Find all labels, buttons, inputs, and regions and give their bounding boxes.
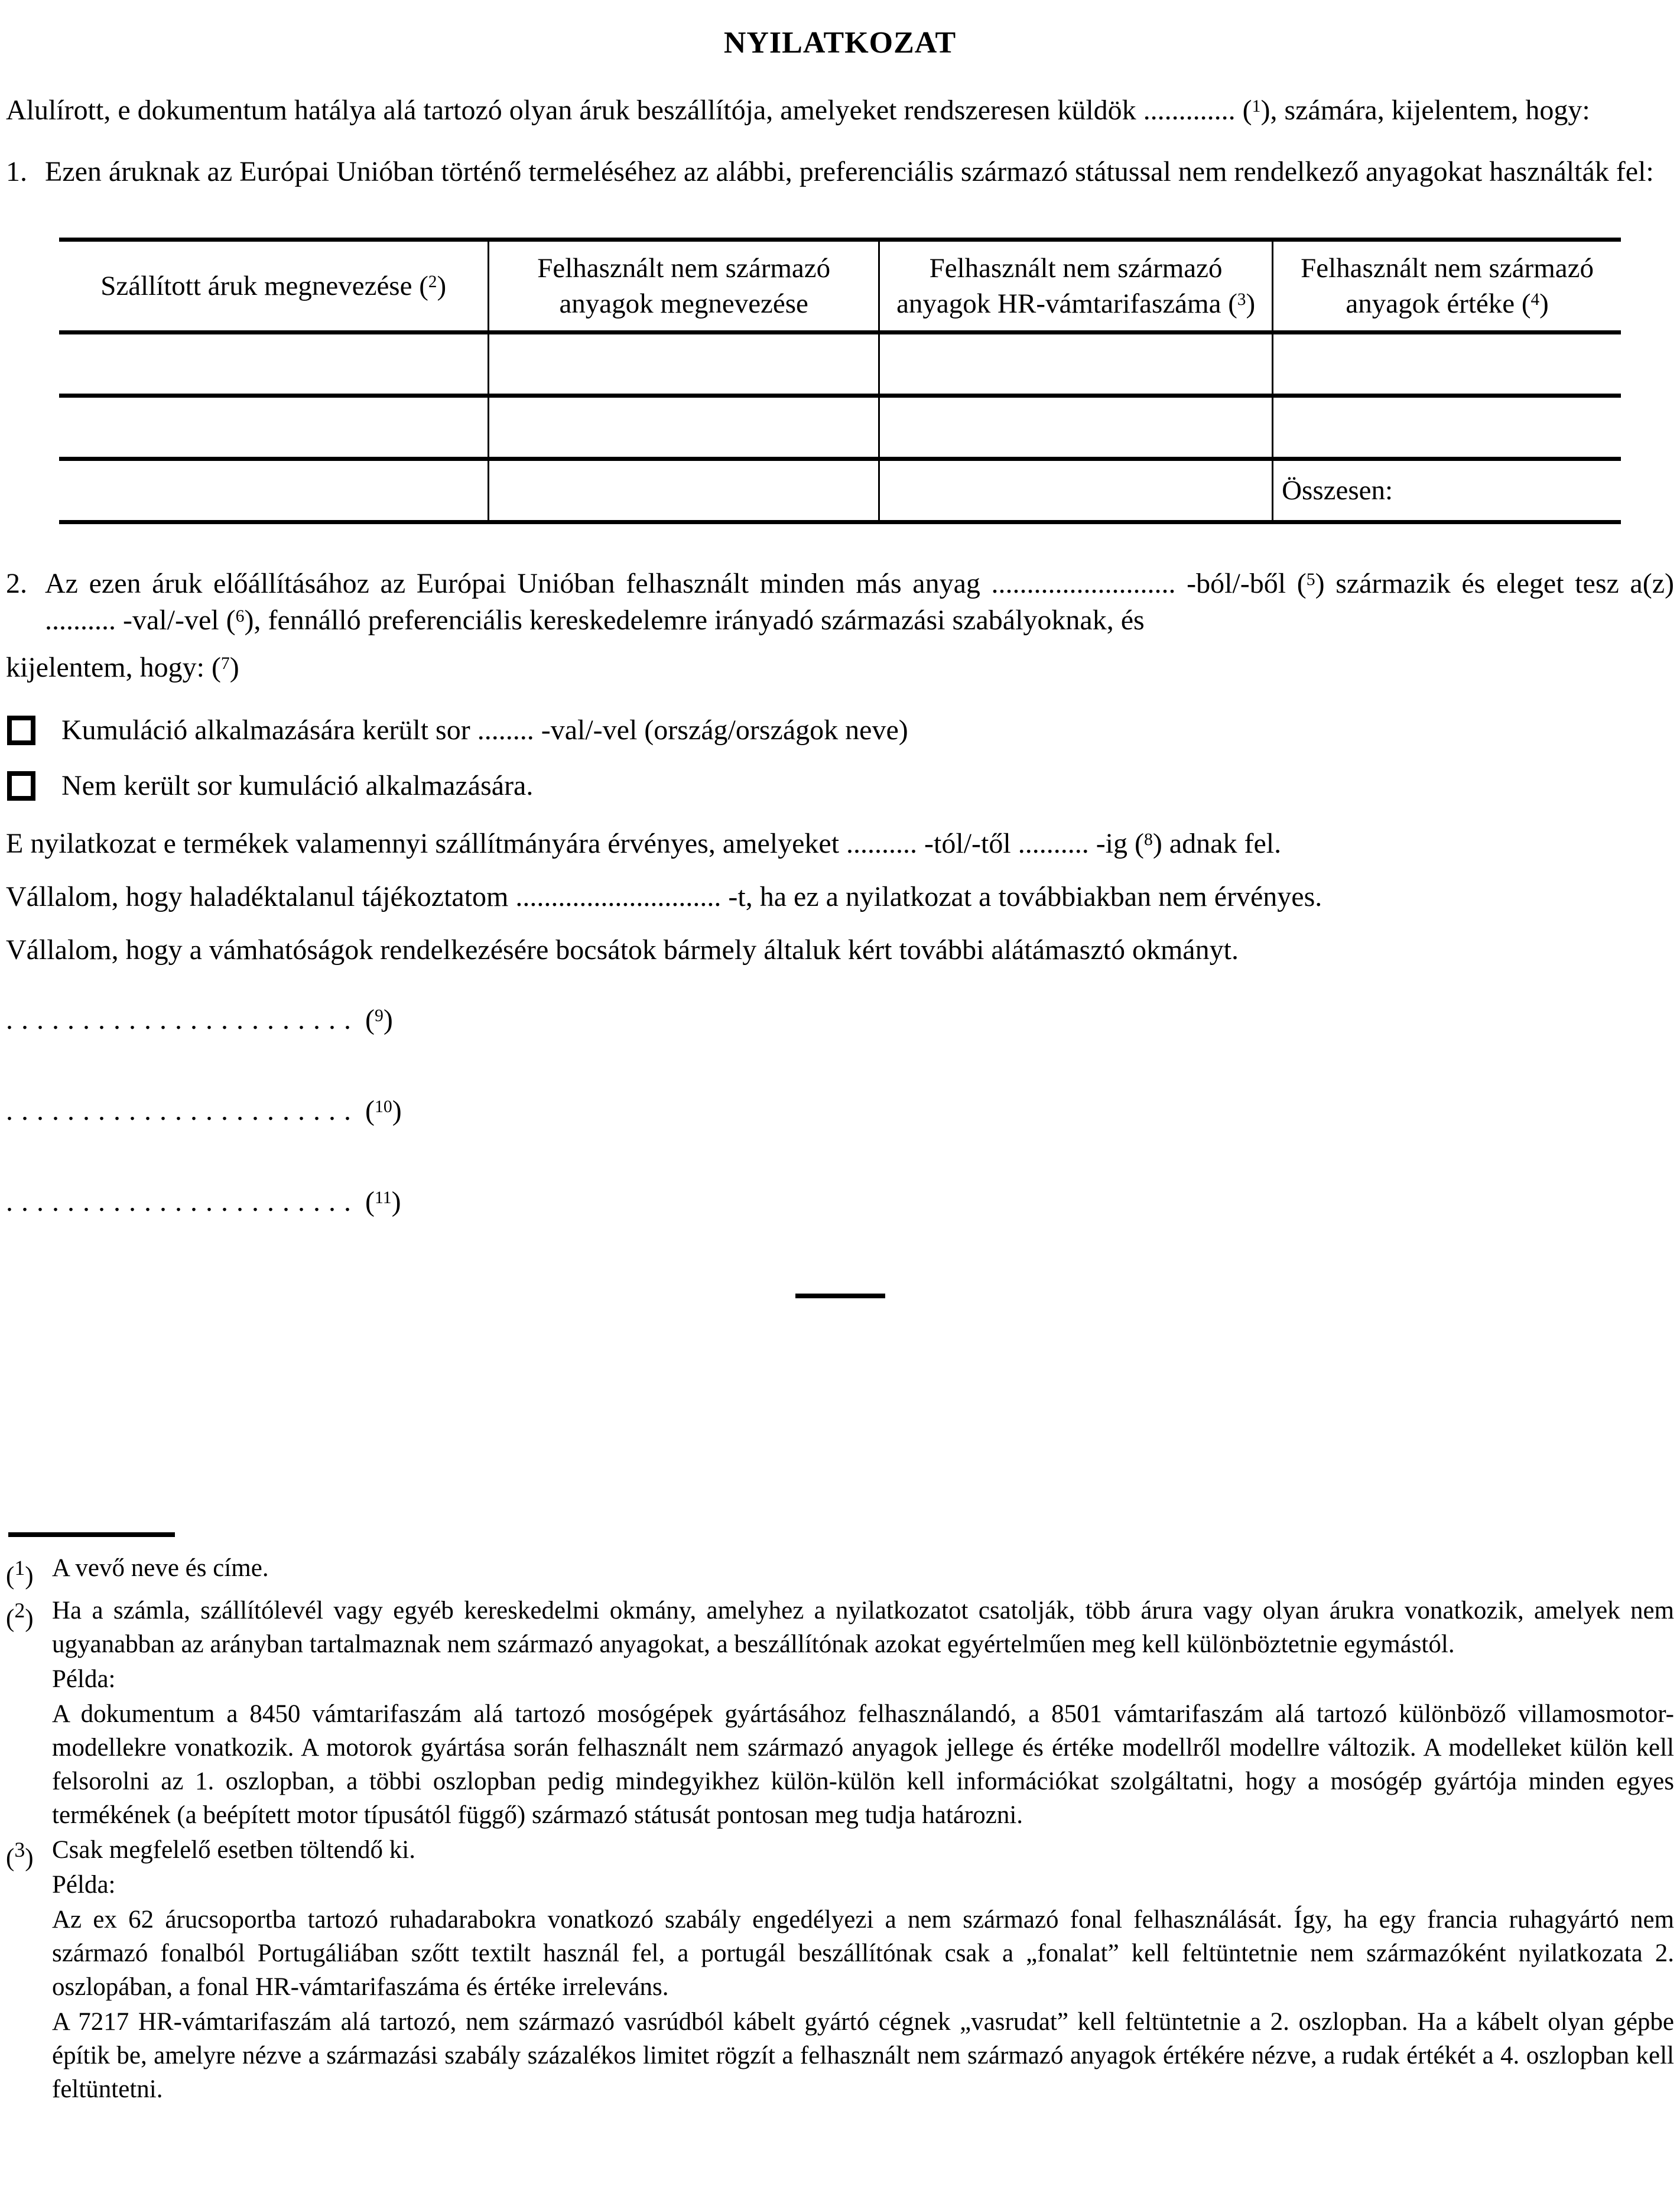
footnote-ref-8: ($^8$) — [1135, 828, 1162, 859]
footnote-3-text: Csak megfelelő esetben töltendő ki. — [52, 1836, 415, 1864]
footnote-ref-4: ($^4$) — [1521, 288, 1549, 319]
footnote-ref-6: ($^6$) — [226, 605, 254, 636]
table-total-row — [59, 459, 1621, 522]
materials-table — [59, 238, 1621, 524]
column-header-hs-number: Felhasznált nem származó anyagok HR-vámtarifaszáma ($^3$) — [879, 240, 1273, 333]
intro-paragraph — [6, 92, 1674, 129]
footnote-2-example-text: A dokumentum a 8450 vámtarifaszám alá tartozó mosógépek gyártásához felhasználandó, a 8501 vámtarifaszám alá tartozó különböző villamosmotor-modellekre vonatkozik. A motorok gyártása során felhasznált nem származó anyagok jellege és értéke modellről modellre változik. A modelleket külön kell felsorolni az 1. oszlopban, a többi oszlopban pedig mindegyikhez külön-külön kell információkat szolgáltatni, hogy a mosógép gyártója minden egyes termékének (a beépített motor típusától függő) származó státusát pontosan meg tudja határozni. — [52, 1700, 1674, 1830]
footnote-1-marker: ($^1$) — [6, 1556, 34, 1590]
signature-line-name-position — [6, 1093, 1674, 1129]
item-1-text: Ezen áruknak az Európai Unióban történő termeléséhez az alábbi, preferenciális származó státussal nem rendelkező anyagokat használták fel: — [45, 156, 1654, 187]
signature-line-place-date — [6, 1002, 1674, 1038]
footnote-1 — [6, 1551, 1674, 1593]
footnote-3-example-text-2: A 7217 HR-vámtarifaszám alá tartozó, nem származó vasrúdból kábelt gyártó cégnek „vasrudat” kell feltüntetnie a 2. oszlopban. Ha a kábelt olyan gépbe építik be, amelyre nézve a származási szabály százalékos limitet rögzít a felhasznált nem származó anyagok értékére nézve, a rudak értékét a 4. oszlopban kell feltüntetni. — [52, 2008, 1674, 2104]
column-header-goods-description: Szállított áruk megnevezése ($^2$) — [59, 240, 489, 333]
table-cell-empty — [879, 396, 1273, 459]
table-cell-empty — [489, 396, 879, 459]
footnotes-section — [6, 1532, 1674, 2106]
declare-line: kijelentem, hogy: ($^7$) — [6, 652, 239, 683]
table-row — [59, 396, 1621, 459]
item-2-number: 2. — [6, 568, 27, 599]
table-cell-empty — [59, 396, 489, 459]
no-cumulation-checkbox[interactable] — [7, 771, 35, 801]
list-item-1 — [6, 154, 1674, 190]
footnote-1-text: A vevő neve és címe. — [52, 1554, 269, 1582]
section-divider — [795, 1294, 885, 1298]
signature-line-signature — [6, 1184, 1674, 1220]
page-title: NYILATKOZAT — [723, 26, 957, 60]
undertaking-documents-paragraph: Vállalom, hogy a vámhatóságok rendelkezésére bocsátok bármely általuk kért további alátámasztó okmányt. — [6, 934, 1239, 966]
footnote-ref-3: ($^3$) — [1228, 288, 1256, 319]
table-cell-empty — [489, 459, 879, 522]
table-cell-empty — [879, 333, 1273, 396]
checkbox-row-cumulation-applied — [6, 712, 1674, 749]
footnote-ref-10: ($^{10}$) — [365, 1095, 402, 1126]
item-2-text: Az ezen áruk előállításához az Európai Unióban felhasznált minden más anyag .......................... -ból/-ből ($^5$) származik és eleget tesz a(z) .......... -val/-vel ($^6$), fennálló preferenciális kereskedelemre irányadó származási szabályoknak, és — [45, 568, 1675, 636]
column-header-materials-value: Felhasznált nem származó anyagok értéke ($^4$) — [1273, 240, 1621, 333]
footnotes-divider — [8, 1532, 175, 1537]
table-cell-empty — [59, 459, 489, 522]
footnote-ref-9: ($^9$) — [365, 1004, 393, 1035]
footnote-3-marker: ($^3$) — [6, 1838, 34, 1872]
intro-text-before: Alulírott, e dokumentum hatálya alá tartozó olyan áruk beszállítója, amelyeket rendszeresen küldök ............. — [6, 95, 1243, 126]
signature-dots: ....................... — [6, 1004, 359, 1035]
signature-dots: ....................... — [6, 1095, 359, 1126]
footnote-ref-7: ($^7$) — [211, 652, 239, 683]
cumulation-applied-label: Kumuláció alkalmazására került sor ........ -val/-vel (ország/országok neve) — [61, 714, 908, 746]
footnote-3-example-text-1: Az ex 62 árucsoportba tartozó ruhadarabokra vonatkozó szabály engedélyezi a nem származó fonal felhasználását. Így, ha egy francia ruhagyártó nem származó fonalból Portugáliában szőtt textilt használ fel, a portugál beszállítónak csak a „fonalat” kell feltüntetnie nem származóként nyilatkozata 2. oszlopában, a fonal HR-vámtarifaszáma és értéke irreleváns. — [52, 1906, 1674, 2001]
validity-paragraph: E nyilatkozat e termékek valamennyi szállítmányára érvényes, amelyeket .......... -tól/-től .......... -ig ($^8$) adnak fel. — [6, 828, 1282, 859]
footnote-ref-2: ($^2$) — [419, 271, 447, 301]
undertaking-inform-paragraph: Vállalom, hogy haladéktalanul tájékoztatom ............................. -t, ha ez a nyilatkozat a továbbiakban nem érvényes. — [6, 881, 1322, 912]
footnote-ref-11: ($^{11}$) — [365, 1186, 401, 1217]
column-header-materials-description: Felhasznált nem származó anyagok megnevezése — [489, 240, 879, 333]
cumulation-applied-checkbox[interactable] — [7, 716, 35, 745]
footnote-3-example-label: Példa: — [52, 1871, 116, 1899]
table-row — [59, 333, 1621, 396]
table-cell-empty — [879, 459, 1273, 522]
footnote-ref-1: ($^1$) — [1242, 95, 1270, 126]
list-item-2 — [6, 566, 1674, 639]
intro-text-after: , számára, kijelentem, hogy: — [1270, 95, 1590, 126]
table-cell-empty — [489, 333, 879, 396]
item-1-number: 1. — [6, 156, 27, 187]
footnote-2-marker: ($^2$) — [6, 1598, 34, 1633]
footnote-2-text: Ha a számla, szállítólevél vagy egyéb kereskedelmi okmány, amelyhez a nyilatkozatot csatolják, több árura vagy olyan árukra vonatkozik, amelyek nem ugyanabban az arányban tartalmaznak nem származó anyagokat, a beszállítónak azokat egyértelműen meg kell különböztetnie egymástól. — [52, 1597, 1674, 1659]
footnote-3 — [6, 1833, 1674, 2106]
footnote-2-example-label: Példa: — [52, 1665, 116, 1694]
table-header-row — [59, 240, 1621, 333]
checkbox-row-no-cumulation — [6, 768, 1674, 804]
table-cell-empty — [1273, 333, 1621, 396]
no-cumulation-label: Nem került sor kumuláció alkalmazására. — [61, 770, 534, 801]
signature-dots: ....................... — [6, 1186, 359, 1217]
footnote-2 — [6, 1594, 1674, 1832]
table-cell-empty — [1273, 396, 1621, 459]
table-total-cell: Összesen: — [1273, 459, 1621, 522]
footnote-ref-5: ($^5$) — [1296, 568, 1325, 599]
table-cell-empty — [59, 333, 489, 396]
